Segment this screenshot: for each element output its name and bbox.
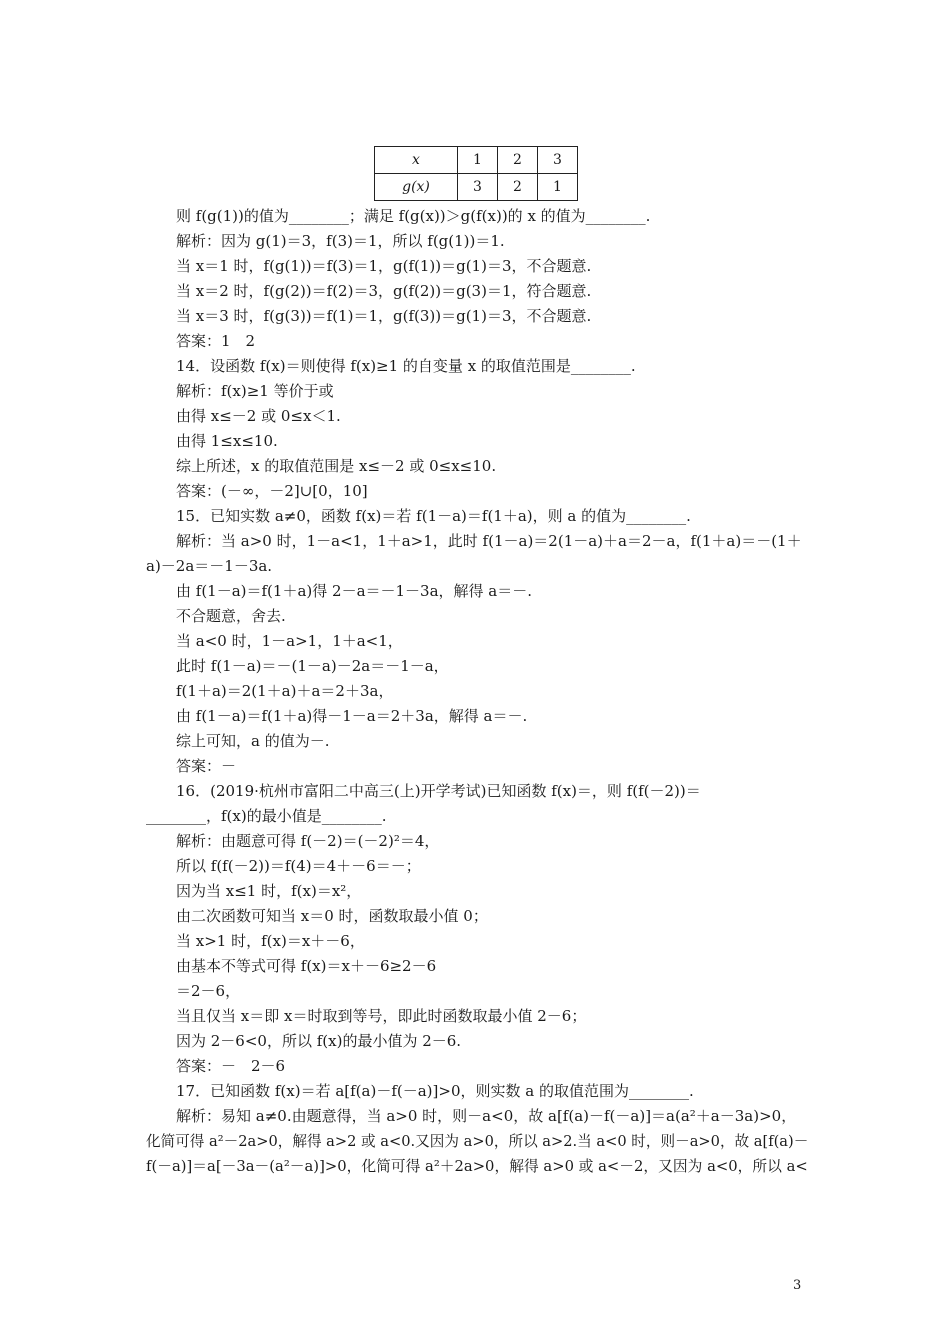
table-row [375, 174, 578, 201]
text-line: 答案：(－∞，－2]∪[0，10] [176, 482, 368, 500]
text-line: 由 f(1－a)＝f(1＋a)得－1－a＝2＋3a，解得 a＝－. [176, 707, 528, 725]
page-number: 3 [793, 1278, 802, 1293]
text-line: 当且仅当 x＝即 x＝时取到等号，即此时函数取最小值 2－6； [176, 1007, 587, 1025]
text-line: 不合题意，舍去. [176, 607, 286, 625]
text-line: 答案：－ [176, 757, 237, 775]
text-line: 由二次函数可知当 x＝0 时，函数取最小值 0； [176, 907, 488, 925]
text-line: a)－2a＝－1－3a. [146, 557, 273, 575]
text-line: 当 x>1 时，f(x)＝x＋－6， [176, 932, 365, 950]
text-line: 由得 1≤x≤10. [176, 432, 278, 450]
text-line: 解析：由题意可得 f(－2)＝(－2)²＝4， [176, 832, 440, 850]
table-header-label: x [375, 147, 458, 174]
text-line: f(－a)]＝a[－3a－(a²－a)]>0，化简可得 a²＋2a>0，解得 a>0 或 a<－2，又因为 a<0，所以 a< [146, 1157, 808, 1175]
text-line: 因为当 x≤1 时，f(x)＝x²， [176, 882, 362, 900]
text-line: 解析：因为 g(1)＝3，f(3)＝1，所以 f(g(1))＝1. [176, 232, 505, 250]
table-cell: 2 [498, 147, 538, 174]
value-table [374, 146, 578, 201]
text-line: 解析：f(x)≥1 等价于或 [176, 382, 334, 400]
text-line: 化简可得 a²－2a>0，解得 a>2 或 a<0.又因为 a>0，所以 a>2.当 a<0 时，则－a>0，故 a[f(a)－ [146, 1132, 809, 1150]
table-cell: 3 [458, 174, 498, 201]
text-line: 17．已知函数 f(x)＝若 a[f(a)－f(－a)]>0，则实数 a 的取值范围为________. [176, 1082, 694, 1100]
text-line: 15．已知实数 a≠0，函数 f(x)＝若 f(1－a)＝f(1＋a)，则 a 的值为________. [176, 507, 691, 525]
table-row [375, 147, 578, 174]
text-line: 当 x＝1 时，f(g(1))＝f(3)＝1，g(f(1))＝g(1)＝3，不合题意. [176, 257, 592, 275]
text-line: ________，f(x)的最小值是________. [146, 807, 387, 825]
text-line: f(1＋a)＝2(1＋a)＋a＝2＋3a， [176, 682, 394, 700]
text-line: 此时 f(1－a)＝－(1－a)－2a＝－1－a， [176, 657, 449, 675]
text-line: 综上可知，a 的值为－. [176, 732, 330, 750]
text-line: 16．(2019·杭州市富阳二中高三(上)开学考试)已知函数 f(x)＝，则 f(f(－2))＝ [176, 782, 701, 800]
text-line: 因为 2－6<0，所以 f(x)的最小值为 2－6. [176, 1032, 462, 1050]
text-line: 综上所述，x 的取值范围是 x≤－2 或 0≤x≤10. [176, 457, 497, 475]
text-line: 答案：－ 2－6 [176, 1057, 286, 1075]
text-line: 当 a<0 时，1－a>1，1＋a<1， [176, 632, 403, 650]
text-line: 则 f(g(1))的值为________；满足 f(g(x))＞g(f(x))的 x 的值为________. [176, 207, 651, 225]
text-line: 解析：易知 a≠0.由题意得，当 a>0 时，则－a<0，故 a[f(a)－f(－a)]＝a(a²＋a－3a)>0， [176, 1107, 797, 1125]
text-line: 解析：当 a>0 时，1－a<1，1＋a>1，此时 f(1－a)＝2(1－a)＋a＝2－a，f(1＋a)＝－(1＋ [176, 532, 802, 550]
text-line: 由得 x≤－2 或 0≤x＜1. [176, 407, 341, 425]
text-line: 由基本不等式可得 f(x)＝x＋－6≥2－6 [176, 957, 437, 975]
table-cell: 3 [538, 147, 578, 174]
text-line: 由 f(1－a)＝f(1＋a)得 2－a＝－1－3a，解得 a＝－. [176, 582, 533, 600]
text-line: 当 x＝3 时，f(g(3))＝f(1)＝1，g(f(3))＝g(1)＝3，不合题意. [176, 307, 592, 325]
table-cell: 1 [538, 174, 578, 201]
text-line: 所以 f(f(－2))＝f(4)＝4＋－6＝－； [176, 857, 421, 875]
text-line: ＝2－6， [176, 982, 241, 1000]
table-row-label: g(x) [375, 174, 458, 201]
text-line: 答案：1 2 [176, 332, 256, 350]
text-line: 14．设函数 f(x)＝则使得 f(x)≥1 的自变量 x 的取值范围是________. [176, 357, 636, 375]
table-cell: 2 [498, 174, 538, 201]
text-line: 当 x＝2 时，f(g(2))＝f(2)＝3，g(f(2))＝g(3)＝1，符合题意. [176, 282, 592, 300]
table-cell: 1 [458, 147, 498, 174]
